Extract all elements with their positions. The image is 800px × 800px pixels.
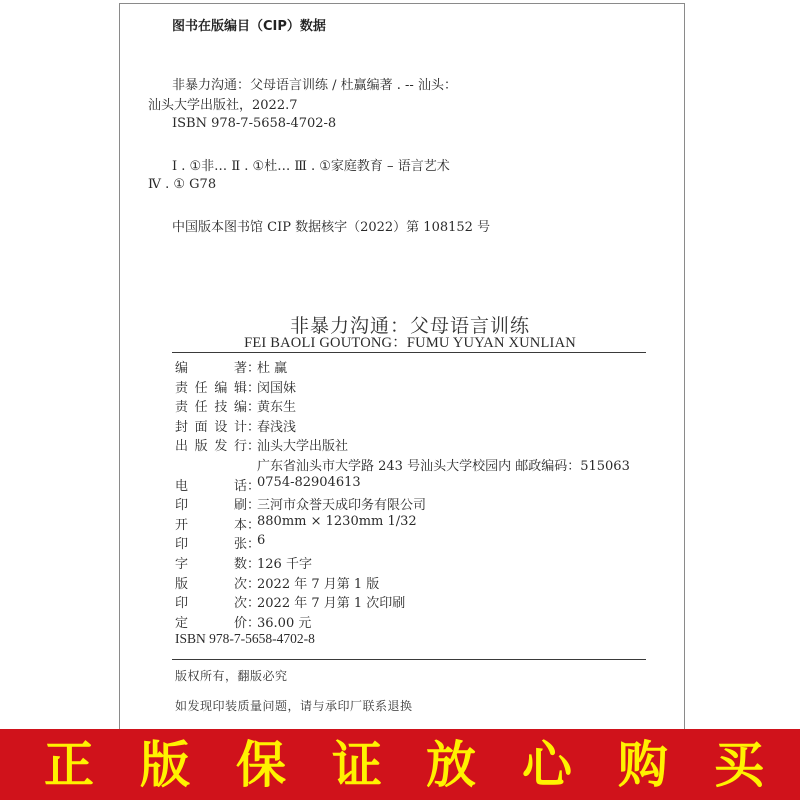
banner-char: 买 xyxy=(714,736,764,794)
info-label: 字数 xyxy=(175,557,247,572)
book-title-pinyin: FEI BAOLI GOUTONG：FUMU YUYAN XUNLIAN xyxy=(244,335,576,351)
info-row-edition: 版次 ： 2022 年 7 月第 1 版 xyxy=(175,573,379,592)
info-value: 闵国妹 xyxy=(257,380,297,396)
info-value: 春浅浅 xyxy=(257,419,297,435)
cip-header: 图书在版编目（CIP）数据 xyxy=(172,19,326,34)
banner-char: 保 xyxy=(236,736,286,794)
isbn: ISBN 978-7-5658-4702-8 xyxy=(175,631,315,646)
info-value: 杜 赢 xyxy=(257,361,288,376)
info-row-printing: 印次 ： 2022 年 7 月第 1 次印刷 xyxy=(175,592,405,611)
top-divider xyxy=(172,352,646,353)
cip-line-classification: Ⅳ . ① G78 xyxy=(148,177,217,192)
info-value: 126 千字 xyxy=(257,557,312,572)
banner-char: 放 xyxy=(426,736,476,794)
info-value: 广东省汕头市大学路 243 号汕头大学校园内 邮政编码：515063 xyxy=(257,459,630,474)
info-label: 版次 xyxy=(175,576,247,592)
info-row-format: 开本 ： 880mm × 1230mm 1/32 xyxy=(175,513,417,533)
banner-char: 正 xyxy=(44,736,94,794)
info-row-word-count: 字数 ： 126 千字 xyxy=(175,553,312,572)
info-label: 封面设计 xyxy=(175,419,247,435)
authenticity-banner xyxy=(0,729,800,800)
info-label: 电话 xyxy=(175,478,247,494)
info-row-price: 定价 ： 36.00 元 xyxy=(175,612,311,631)
info-value: 三河市众誉天成印务有限公司 xyxy=(257,498,427,514)
info-label: 编著 xyxy=(175,361,247,376)
info-value: 汕头大学出版社 xyxy=(257,439,349,455)
info-row-author: 编著 ： 杜 赢 xyxy=(175,357,287,376)
info-label: 印刷 xyxy=(175,498,247,514)
cip-line-publisher: 汕头大学出版社，2022.7 xyxy=(148,98,298,113)
banner-char: 购 xyxy=(618,736,668,794)
info-row-address xyxy=(175,455,630,474)
info-value: 0754-82904613 xyxy=(257,474,361,490)
cip-line-record-number: 中国版本图书馆 CIP 数据核字（2022）第 108152 号 xyxy=(172,220,491,235)
info-row-editor: 责任编辑 ： 闵国妹 xyxy=(175,377,296,396)
info-row-cover-design: 封面设计 ： 春浅浅 xyxy=(175,416,296,435)
info-label: 责任编辑 xyxy=(175,380,247,396)
cip-line-title: 非暴力沟通：父母语言训练 / 杜赢编著 . -- 汕头： xyxy=(172,78,457,93)
banner-char: 证 xyxy=(332,736,382,794)
info-value: 黄东生 xyxy=(257,400,297,416)
quality-notice: 如发现印装质量问题，请与承印厂联系退换 xyxy=(175,699,413,713)
info-value: 2022 年 7 月第 1 版 xyxy=(257,576,380,592)
info-row-publisher: 出版发行 ： 汕头大学出版社 xyxy=(175,435,348,454)
banner-char: 版 xyxy=(140,736,190,794)
info-label: 责任技编 xyxy=(175,400,247,416)
info-label: 定价 xyxy=(175,615,247,631)
info-label: 出版发行 xyxy=(175,439,247,455)
info-value: 6 xyxy=(257,533,266,549)
banner-char: 心 xyxy=(522,736,572,794)
book-title: 非暴力沟通：父母语言训练 xyxy=(289,315,530,337)
info-row-tech-editor: 责任技编 ： 黄东生 xyxy=(175,396,296,415)
info-row-sheets: 印张 ： 6 xyxy=(175,533,266,553)
bottom-divider xyxy=(172,659,646,660)
copyright-notice: 版权所有，翻版必究 xyxy=(175,669,288,683)
info-row-printer: 印刷 ： 三河市众誉天成印务有限公司 xyxy=(175,494,426,513)
info-row-phone: 电话 ： 0754-82904613 xyxy=(175,474,361,494)
info-value: 2022 年 7 月第 1 次印刷 xyxy=(257,596,406,612)
cip-line-subjects: Ⅰ . ①非… Ⅱ . ①杜… Ⅲ . ①家庭教育 – 语言艺术 xyxy=(172,159,450,174)
info-value: 880mm × 1230mm 1/32 xyxy=(257,513,417,529)
info-label: 开本 xyxy=(175,517,247,533)
info-label: 印张 xyxy=(175,537,247,553)
info-value: 36.00 元 xyxy=(257,615,312,631)
info-label xyxy=(175,455,247,474)
info-label: 印次 xyxy=(175,596,247,612)
cip-line-isbn: ISBN 978-7-5658-4702-8 xyxy=(172,116,337,131)
